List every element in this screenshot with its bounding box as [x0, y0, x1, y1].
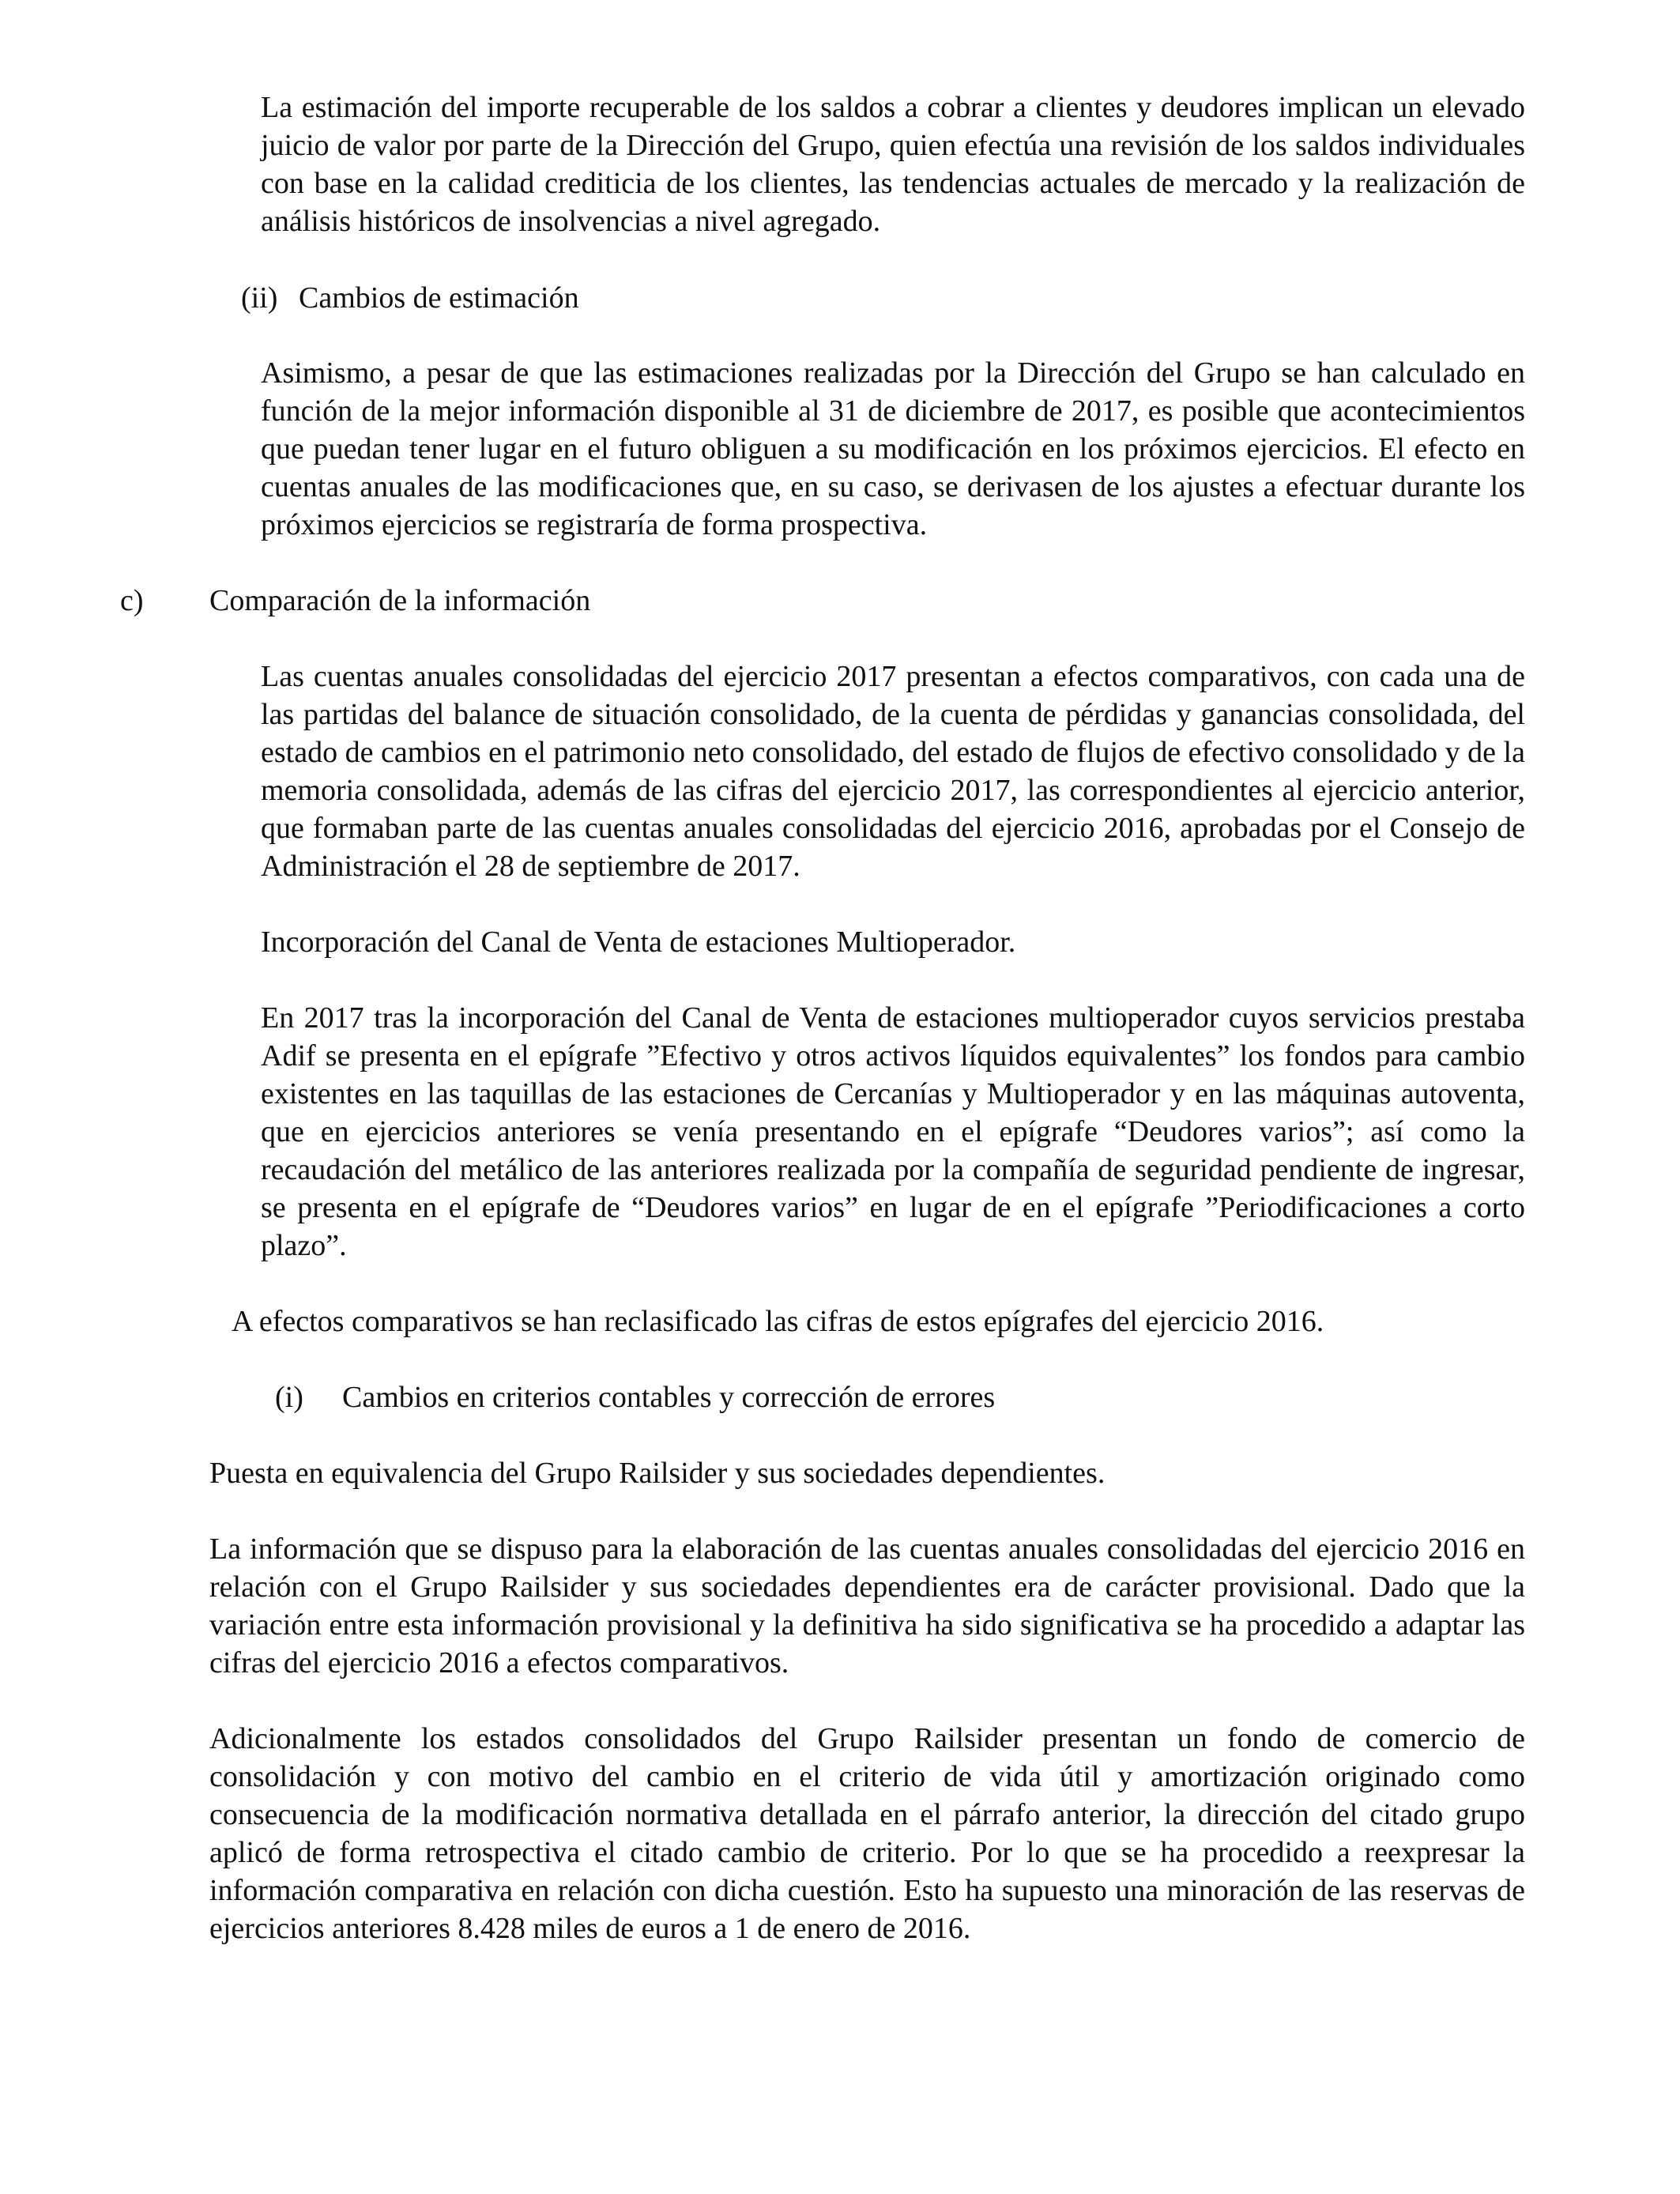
puesta-equivalencia-heading: Puesta en equivalencia del Grupo Railsider y sus sociedades dependientes.: [209, 1457, 1106, 1490]
incorporacion-heading: Incorporación del Canal de Venta de estaciones Multioperador.: [261, 925, 1016, 959]
section-c-marker: c): [120, 584, 144, 617]
paragraph-a-efectos: A efectos comparativos se han reclasificado las cifras de estos epígrafes del ejercicio 2016.: [232, 1305, 1324, 1338]
paragraph-asimismo: Asimismo, a pesar de que las estimaciones realizadas por la Dirección del Grupo se han calculado en función de la mejor información disponible al 31 de diciembre de 2017, es posible que acontecimientos que puedan tener lugar en el futuro obliguen a su modificación en los próximos ejercicios. El efecto en cuentas anuales de las modificaciones que, en su caso, se derivasen de los ajustes a efectuar durante los próximos ejercicios se registraría de forma prospectiva.: [261, 356, 1525, 541]
paragraph-en-2017: En 2017 tras la incorporación del Canal de Venta de estaciones multioperador cuyos servicios prestaba Adif se presenta en el epígrafe ”Efectivo y otros activos líquidos equivalentes” los fondos para cambio existentes en las taquillas de las estaciones de Cercanías y Multioperador y en las máquinas autoventa, que en ejercicios anteriores se venía presentando en el epígrafe “Deudores varios”; así como la recaudación del metálico de las anteriores realizada por la compañía de seguridad pendiente de ingresar, se presenta en el epígrafe de “Deudores varios” en lugar de en el epígrafe ”Periodificaciones a corto plazo”.: [261, 1001, 1525, 1262]
subsection-ii-title: Cambios de estimación: [299, 281, 579, 315]
subsection-ii-marker: (ii): [241, 281, 278, 315]
section-c-title: Comparación de la información: [209, 584, 591, 617]
paragraph-cuentas-anuales: Las cuentas anuales consolidadas del ejercicio 2017 presentan a efectos comparativos, con cada una de las partidas del balance de situación consolidado, de la cuenta de pérdidas y ganancias consolidada, del estado de cambios en el patrimonio neto consolidado, del estado de flujos de efectivo consolidado y de la memoria consolidada, además de las cifras del ejercicio 2017, las correspondientes al ejercicio anterior, que formaban parte de las cuentas anuales consolidadas del ejercicio 2016, aprobadas por el Consejo de Administración el 28 de septiembre de 2017.: [261, 660, 1525, 883]
subsection-i-title: Cambios en criterios contables y corrección de errores: [342, 1381, 996, 1414]
subsection-i-marker: (i): [275, 1381, 303, 1414]
paragraph-adicionalmente: Adicionalmente los estados consolidados del Grupo Railsider presentan un fondo de comercio de consolidación y con motivo del cambio en el criterio de vida útil y amortización originado como consecuencia de la modificación normativa detallada en el párrafo anterior, la dirección del citado grupo aplicó de forma retrospectiva el citado cambio de criterio. Por lo que se ha procedido a reexpresar la información comparativa en relación con dicha cuestión. Esto ha supuesto una minoración de las reservas de ejercicios anteriores 8.428 miles de euros a 1 de enero de 2016.: [209, 1722, 1525, 1945]
paragraph-informacion-dispuso: La información que se dispuso para la elaboración de las cuentas anuales consolidadas del ejercicio 2016 en relación con el Grupo Railsider y sus sociedades dependientes era de carácter provisional. Dado que la variación entre esta información provisional y la definitiva ha sido significativa se ha procedido a adaptar las cifras del ejercicio 2016 a efectos comparativos.: [209, 1532, 1525, 1679]
paragraph-importe-recuperable: La estimación del importe recuperable de los saldos a cobrar a clientes y deudores implican un elevado juicio de valor por parte de la Dirección del Grupo, quien efectúa una revisión de los saldos individuales con base en la calidad crediticia de los clientes, las tendencias actuales de mercado y la realización de análisis históricos de insolvencias a nivel agregado.: [261, 91, 1525, 238]
